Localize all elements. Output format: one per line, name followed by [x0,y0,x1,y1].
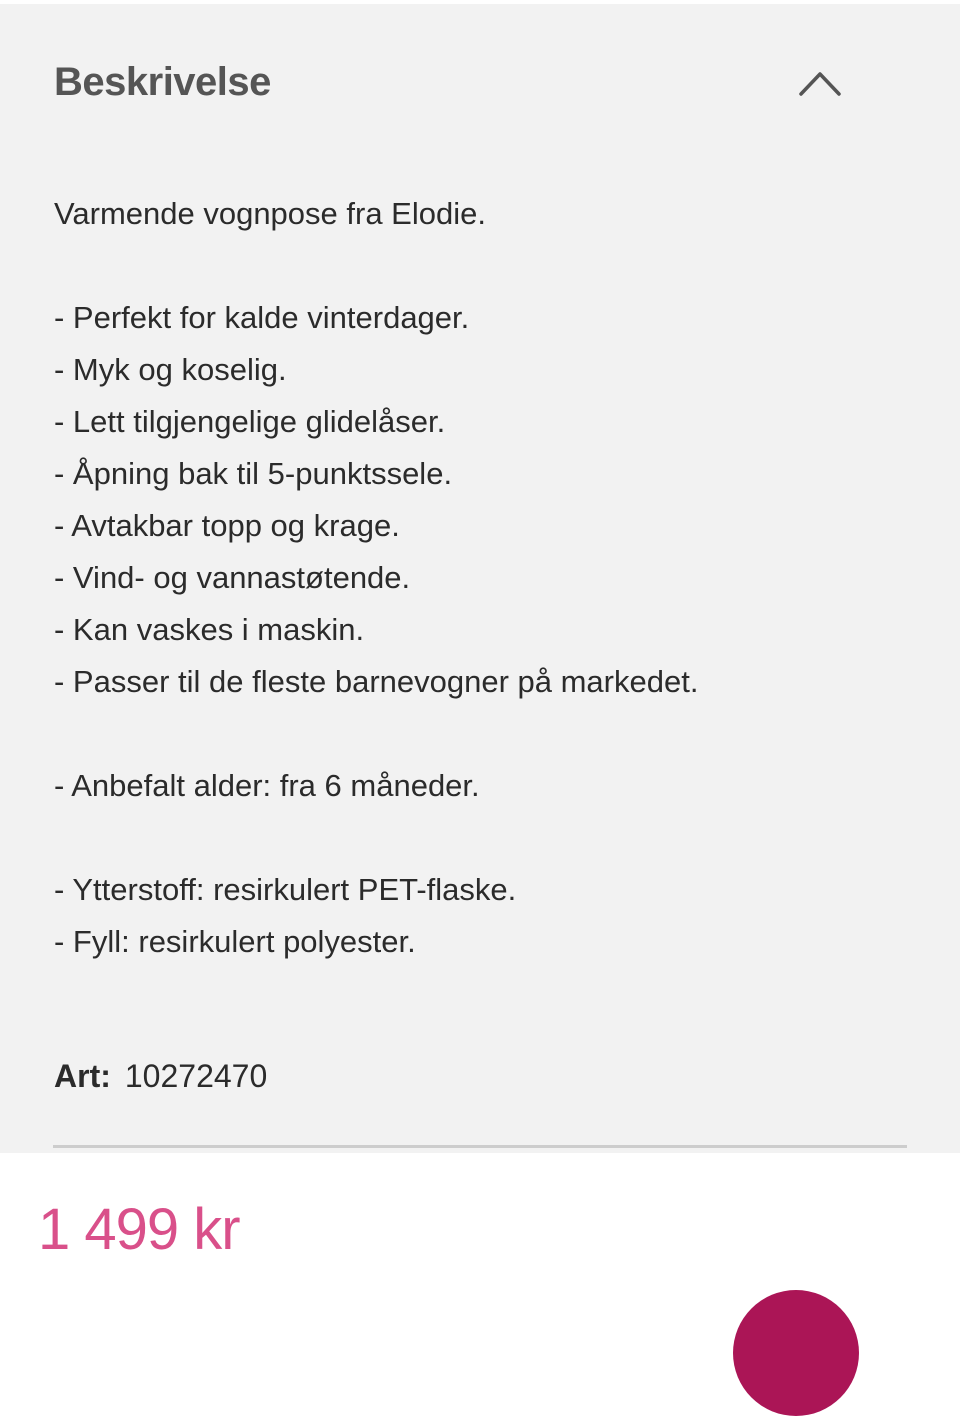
blank-line [54,240,698,292]
divider [53,1145,907,1148]
description-line: - Åpning bak til 5-punktssele. [54,456,453,491]
blank-line [54,708,698,760]
description-line: Varmende vognpose fra Elodie. [54,196,486,231]
price: 1 499 kr [38,1197,240,1262]
chevron-up-icon [798,68,842,98]
description-line: - Anbefalt alder: fra 6 måneder. [54,768,480,803]
article-number-row [54,1058,267,1095]
description-line: - Fyll: resirkulert polyester. [54,924,416,959]
article-label: Art: [54,1058,111,1094]
description-line: - Perfekt for kalde vinterdager. [54,300,470,335]
description-text [54,188,698,968]
description-line: - Ytterstoff: resirkulert PET-flaske. [54,872,517,907]
description-line: - Myk og koselig. [54,352,287,387]
section-title: Beskrivelse [54,60,271,104]
description-line: - Vind- og vannastøtende. [54,560,411,595]
add-to-cart-button[interactable] [733,1290,859,1416]
description-line: - Lett tilgjengelige glidelåser. [54,404,446,439]
description-line: - Passer til de fleste barnevogner på markedet. [54,664,699,699]
blank-line [54,812,698,864]
collapse-toggle[interactable] [798,68,842,98]
description-line: - Avtakbar topp og krage. [54,508,400,543]
article-number: 10272470 [124,1058,268,1094]
description-line: - Kan vaskes i maskin. [54,612,365,647]
